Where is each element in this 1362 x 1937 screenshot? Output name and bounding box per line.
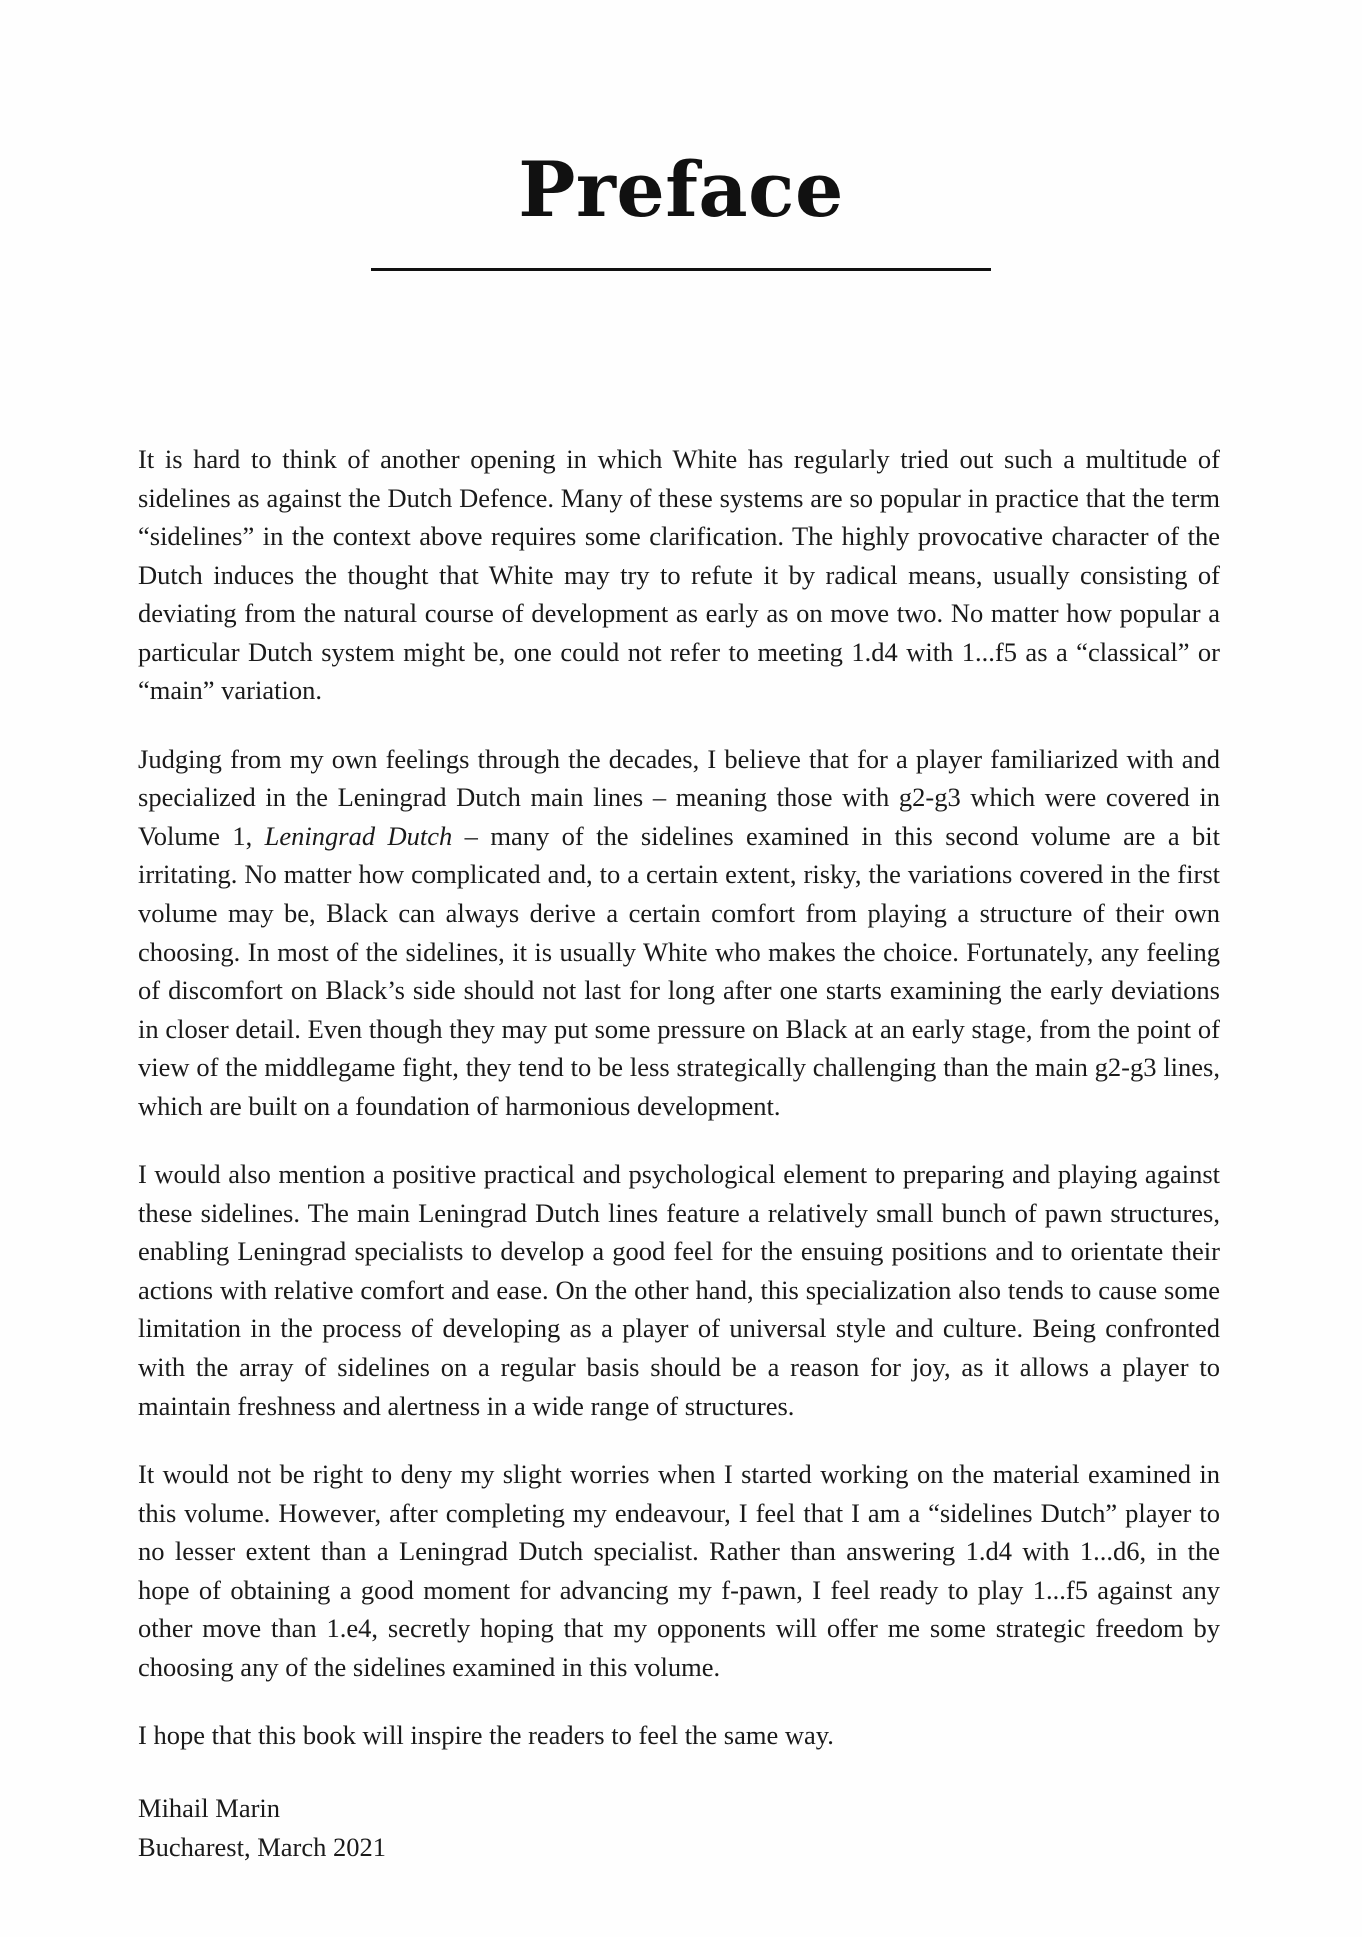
paragraph-3: I would also mention a positive practical and psychological element to preparing and playing against these sidelines. The main Leningrad Dutch lines feature a relatively small bunch of pawn structures, enabling Leningrad specialists to develop a good feel for the ensuing positions and to orientate their actions with relative comfort and ease. On the other hand, this specialization also tends to cause some limitation in the process of developing as a player of universal style and culture. Being confronted with the array of sidelines on a regular basis should be a reason for joy, as it allows a player to maintain freshness and alertness in a wide range of structures. xyxy=(138,1159,1220,1421)
book-title-leningrad-dutch: Leningrad Dutch xyxy=(264,820,453,851)
paragraph-2 xyxy=(138,740,1220,1125)
paragraph-2-part-2: – many of the sidelines examined in this second volume are a bit irritating. No matter how complicated and, to a certain extent, risky, the variations covered in the first volume may be, Black can always derive a certain comfort from playing a structure of their own choosing. In most of the sidelines, it is usually White who makes the choice. Fortunately, any feeling of discomfort on Black’s side should not last for long after one starts examining the early deviations in closer detail. Even though they may put some pressure on Black at an early stage, from the point of view of the middlegame fight, they tend to be less strategically challenging than the main g2-g3 lines, which are built on a foundation of harmonious development. xyxy=(138,820,1220,1121)
paragraph-4: It would not be right to deny my slight worries when I started working on the material examined in this volume. However, after completing my endeavour, I feel that I am a “sidelines Dutch” player to no lesser extent than a Leningrad Dutch specialist. Rather than answering 1.d4 with 1...d6, in the hope of obtaining a good moment for advancing my f-pawn, I feel ready to play 1...f5 against any other move than 1.e4, secretly hoping that my opponents will offer me some strategic freedom by choosing any of the sidelines examined in this volume. xyxy=(138,1459,1220,1682)
paragraph-1: It is hard to think of another opening in which White has regularly tried out such a multitude of sidelines as against the Dutch Defence. Many of these systems are so popular in practice that the term “sidelines” in the context above requires some clarification. The highly provocative character of the Dutch induces the thought that White may try to refute it by radical means, usually consisting of deviating from the natural course of development as early as on move two. No matter how popular a particular Dutch system might be, one could not refer to meeting 1.d4 with 1...f5 as a “classical” or “main” variation. xyxy=(138,444,1220,706)
signature-author: Mihail Marin xyxy=(138,1792,281,1823)
title-divider xyxy=(371,268,991,271)
paragraph-2-part-1: Judging from my own feelings through the decades, I believe that for a player familiarized with and specialized in the Leningrad Dutch main lines – meaning those with g2-g3 which were covered in Volume 1, xyxy=(138,743,1220,851)
page-title: Preface xyxy=(518,145,844,234)
document-body xyxy=(138,440,1220,1866)
signature-place-date: Bucharest, March 2021 xyxy=(138,1831,386,1862)
signature-block xyxy=(138,1789,1220,1866)
paragraph-5: I hope that this book will inspire the readers to feel the same way. xyxy=(138,1720,834,1751)
title-block xyxy=(0,145,1362,271)
